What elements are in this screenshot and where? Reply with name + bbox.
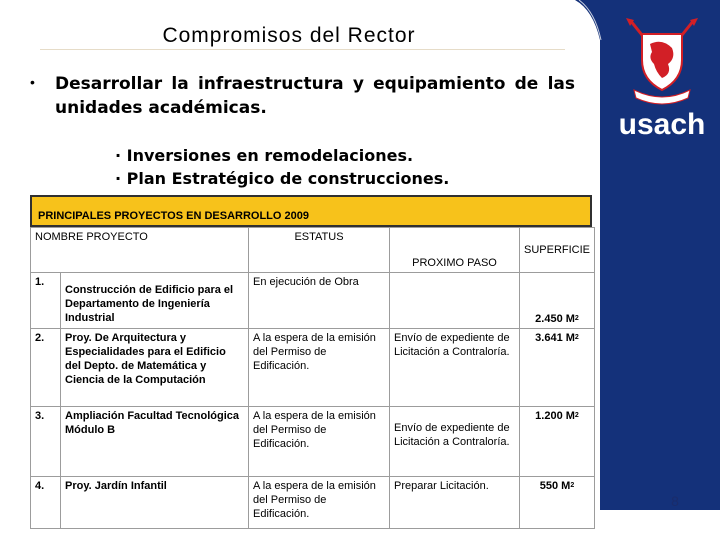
surface-unit: 2	[574, 334, 579, 341]
project-next-step: Preparar Licitación.	[390, 477, 520, 529]
header-status: ESTATUS	[249, 228, 390, 273]
surface-value: 3.641 M	[535, 332, 575, 344]
projects-table	[30, 227, 595, 529]
sub-bullet-item: · Plan Estratégico de construcciones.	[115, 169, 450, 188]
sub-bullet-item: · Inversiones en remodelaciones.	[115, 146, 414, 165]
slide-title: Compromisos del Rector	[162, 24, 416, 47]
project-status: A la espera de la emisión del Permiso de Edificación.	[249, 407, 390, 477]
header-surface: SUPERFICIE	[520, 228, 595, 273]
sub-bullet-list	[115, 144, 449, 190]
row-number: 1.	[31, 273, 61, 329]
project-status: A la espera de la emisión del Permiso de Edificación.	[249, 329, 390, 407]
header-next-step: PROXIMO PASO	[390, 228, 520, 273]
project-next-step	[390, 273, 520, 329]
bullet-marker: •	[30, 74, 35, 90]
table-header-row	[31, 228, 595, 273]
banner-label: PRINCIPALES PROYECTOS EN DESARROLLO 2009	[38, 210, 309, 222]
project-status: En ejecución de Obra	[249, 273, 390, 329]
section-banner	[30, 195, 592, 227]
row-number: 4.	[31, 477, 61, 529]
page-number: 8	[671, 493, 679, 509]
project-next-step: Envío de expediente de Licitación a Contraloría.	[390, 407, 520, 477]
project-surface	[520, 407, 595, 477]
project-name: Proy. Jardín Infantil	[61, 477, 249, 529]
surface-value: 1.200 M	[535, 410, 575, 422]
header-project: NOMBRE PROYECTO	[31, 228, 249, 273]
usach-wordmark: usach	[618, 108, 706, 141]
project-next-step: Envío de expediente de Licitación a Contraloría.	[390, 329, 520, 407]
crest-icon	[612, 8, 712, 108]
table-row	[31, 329, 595, 407]
project-surface	[520, 477, 595, 529]
table-row	[31, 407, 595, 477]
row-number: 2.	[31, 329, 61, 407]
surface-value: 550 M	[539, 480, 571, 492]
project-name: Ampliación Facultad Tecnológica Módulo B	[61, 407, 249, 477]
project-surface	[520, 273, 595, 329]
table-row	[31, 477, 595, 529]
surface-value: 2.450 M	[535, 313, 575, 325]
surface-unit: 2	[574, 315, 579, 322]
project-status: A la espera de la emisión del Permiso de Edificación.	[249, 477, 390, 529]
project-surface	[520, 329, 595, 407]
project-name: Proy. De Arquitectura y Especialidades para el Edificio del Depto. de Matemática y Ciencia de la Computación	[61, 329, 249, 407]
surface-unit: 2	[574, 412, 579, 419]
table-row	[31, 273, 595, 329]
main-bullet: Desarrollar la infraestructura y equipamiento de las unidades académicas.	[55, 74, 575, 118]
title-divider	[40, 49, 565, 50]
project-name: Construcción de Edificio para el Departamento de Ingeniería Industrial	[61, 273, 249, 329]
row-number: 3.	[31, 407, 61, 477]
surface-unit: 2	[570, 482, 575, 489]
